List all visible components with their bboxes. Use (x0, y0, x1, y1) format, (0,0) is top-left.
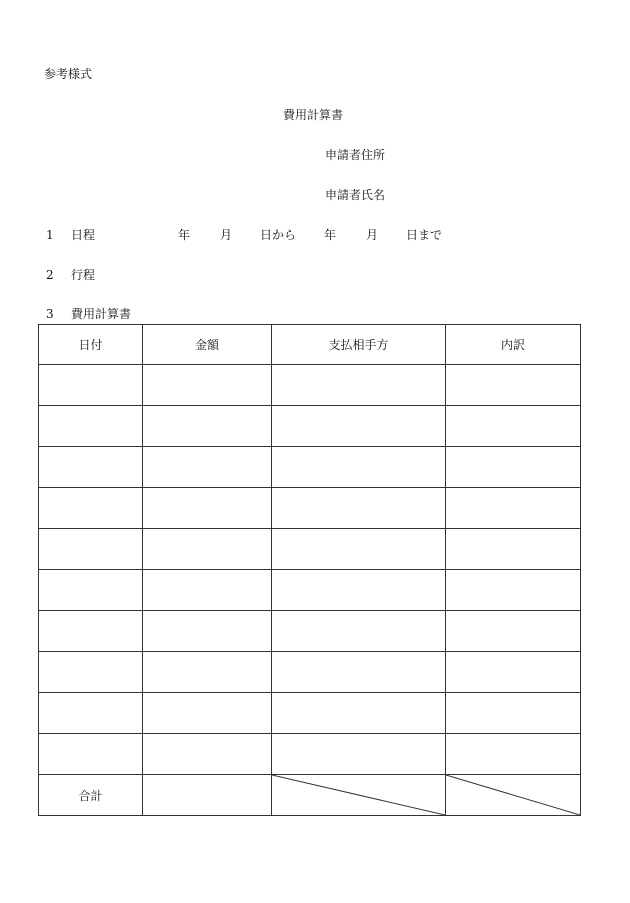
item-2-number: 2 (46, 268, 54, 282)
breakdown-cell[interactable] (446, 529, 581, 570)
date-cell[interactable] (39, 611, 143, 652)
breakdown-cell[interactable] (446, 734, 581, 775)
date-cell[interactable] (39, 365, 143, 406)
applicant-address-label: 申請者住所 (325, 148, 386, 162)
schedule-end-year-label: 年 (324, 228, 337, 242)
breakdown-cell[interactable] (446, 611, 581, 652)
amount-cell[interactable] (143, 365, 272, 406)
payee-cell[interactable] (272, 447, 446, 488)
amount-cell[interactable] (143, 570, 272, 611)
applicant-name-label: 申請者氏名 (325, 188, 386, 202)
schedule-end-day-label: 日まで (406, 228, 443, 242)
header-amount: 金額 (143, 325, 272, 365)
table-row (39, 447, 581, 488)
schedule-start-year-label: 年 (178, 228, 191, 242)
amount-cell[interactable] (143, 447, 272, 488)
payee-cell[interactable] (272, 611, 446, 652)
schedule-end-month-label: 月 (366, 228, 379, 242)
form-label: 参考様式 (44, 67, 93, 81)
breakdown-struck-cell (446, 775, 581, 816)
item-3-number: 3 (46, 307, 54, 321)
total-amount-cell[interactable] (143, 775, 272, 816)
table-row (39, 570, 581, 611)
header-breakdown: 内訳 (446, 325, 581, 365)
item-1-number: 1 (46, 228, 54, 242)
expense-table (38, 324, 581, 816)
table-row (39, 529, 581, 570)
payee-cell[interactable] (272, 652, 446, 693)
date-cell[interactable] (39, 652, 143, 693)
payee-cell[interactable] (272, 488, 446, 529)
header-date: 日付 (39, 325, 143, 365)
breakdown-cell[interactable] (446, 488, 581, 529)
date-cell[interactable] (39, 734, 143, 775)
document-title: 費用計算書 (283, 108, 344, 122)
breakdown-cell[interactable] (446, 570, 581, 611)
table-row (39, 693, 581, 734)
header-payee: 支払相手方 (272, 325, 446, 365)
payee-struck-cell (272, 775, 446, 816)
payee-cell[interactable] (272, 406, 446, 447)
table-row (39, 734, 581, 775)
payee-cell[interactable] (272, 570, 446, 611)
amount-cell[interactable] (143, 652, 272, 693)
table-row (39, 488, 581, 529)
table-header-row (39, 325, 581, 365)
table-row (39, 365, 581, 406)
amount-cell[interactable] (143, 406, 272, 447)
amount-cell[interactable] (143, 734, 272, 775)
breakdown-cell[interactable] (446, 365, 581, 406)
total-label: 合計 (39, 775, 143, 816)
payee-cell[interactable] (272, 529, 446, 570)
date-cell[interactable] (39, 406, 143, 447)
payee-cell[interactable] (272, 693, 446, 734)
date-cell[interactable] (39, 488, 143, 529)
breakdown-cell[interactable] (446, 652, 581, 693)
diagonal-strike-line (272, 775, 445, 815)
date-cell[interactable] (39, 693, 143, 734)
expense-section-label: 費用計算書 (71, 307, 132, 321)
date-cell[interactable] (39, 447, 143, 488)
amount-cell[interactable] (143, 529, 272, 570)
table-row (39, 611, 581, 652)
schedule-label: 日程 (71, 228, 96, 242)
payee-cell[interactable] (272, 734, 446, 775)
table-row (39, 406, 581, 447)
date-cell[interactable] (39, 529, 143, 570)
breakdown-cell[interactable] (446, 693, 581, 734)
diagonal-strike-line (446, 775, 580, 815)
schedule-start-day-label: 日から (260, 228, 297, 242)
payee-cell[interactable] (272, 365, 446, 406)
itinerary-label: 行程 (71, 268, 96, 282)
table-row (39, 652, 581, 693)
amount-cell[interactable] (143, 611, 272, 652)
amount-cell[interactable] (143, 488, 272, 529)
schedule-start-month-label: 月 (220, 228, 233, 242)
breakdown-cell[interactable] (446, 406, 581, 447)
amount-cell[interactable] (143, 693, 272, 734)
date-cell[interactable] (39, 570, 143, 611)
total-row (39, 775, 581, 816)
breakdown-cell[interactable] (446, 447, 581, 488)
